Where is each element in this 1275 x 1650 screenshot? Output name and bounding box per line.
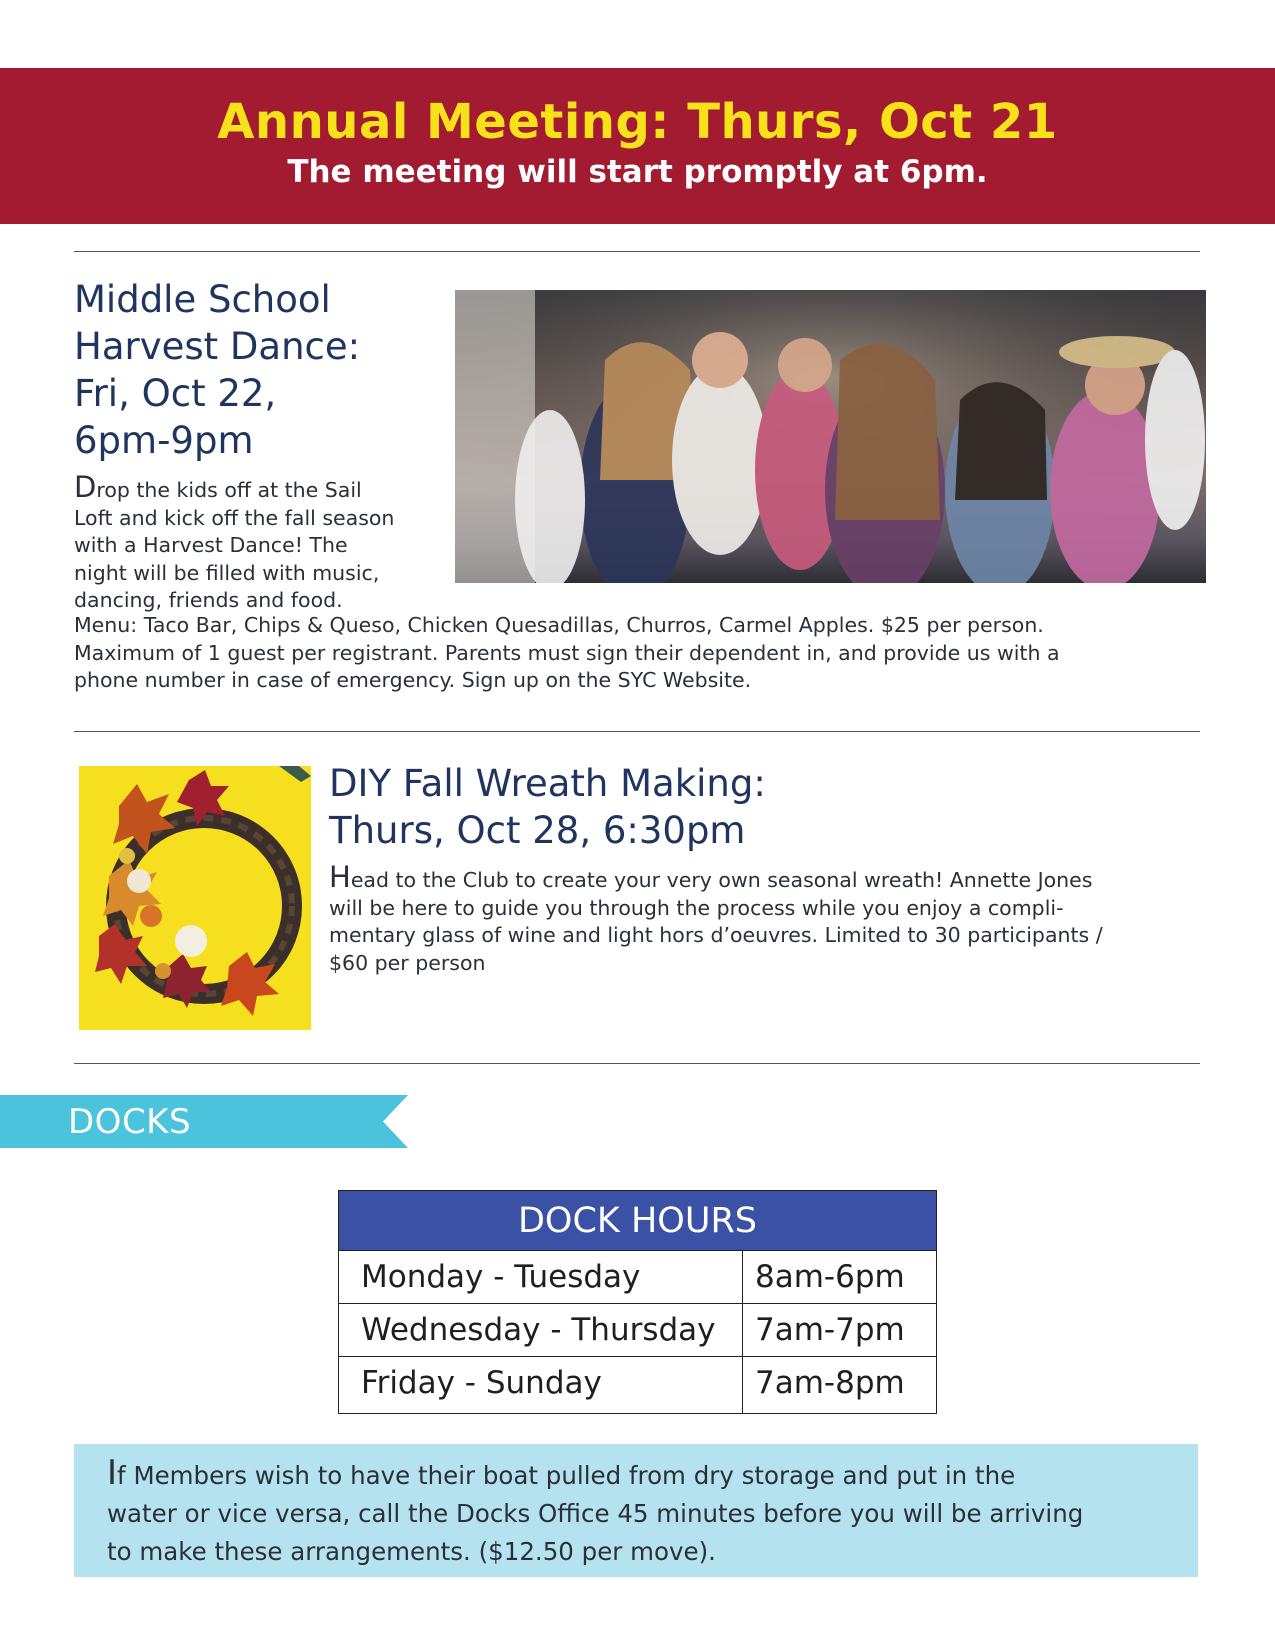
dock-days-cell: Friday - Sunday <box>339 1357 743 1413</box>
text-line: Menu: Taco Bar, Chips & Queso, Chicken Quesadillas, Churros, Carmel Apples. $25 per person. <box>74 613 1044 637</box>
divider <box>74 731 1200 732</box>
text-line: will be here to guide you through the process while you enjoy a compli- <box>329 895 1064 920</box>
harvest-dance-title <box>74 276 360 464</box>
text-line <box>107 1454 1187 1495</box>
text-line: Loft and kick off the fall season <box>74 505 395 530</box>
docks-section-label: DOCKS <box>68 1102 192 1142</box>
text-line: to make these arrangements. ($12.50 per move). <box>107 1537 716 1566</box>
title-line: Harvest Dance: <box>74 325 361 368</box>
annual-meeting-banner <box>0 68 1275 224</box>
wreath-art <box>79 766 311 1030</box>
banner-title: Annual Meeting: Thurs, Oct 21 <box>217 94 1058 150</box>
drop-cap: H <box>329 860 351 894</box>
text-line: water or vice versa, call the Docks Office 45 minutes before you will be arriving <box>107 1499 1084 1528</box>
dock-days-cell: Monday - Tuesday <box>339 1251 743 1303</box>
text-span: rop the kids off at the Sail <box>96 478 362 502</box>
title-line: 6pm-9pm <box>74 419 254 462</box>
text-line: phone number in case of emergency. Sign up on the SYC Website. <box>74 668 752 692</box>
text-span: ead to the Club to create your very own seasonal wreath! Annette Jones <box>350 868 1093 892</box>
text-line: $60 per person <box>329 950 486 975</box>
divider <box>74 1063 1200 1064</box>
table-row <box>339 1250 936 1303</box>
text-span: f Members wish to have their boat pulled from dry storage and put in the <box>117 1461 1016 1490</box>
dock-hours-cell: 7am-7pm <box>755 1312 905 1348</box>
docks-section-tab <box>0 1095 408 1148</box>
text-line: night will be filled with music, <box>74 560 380 585</box>
note-text <box>107 1454 1187 1571</box>
dance-party-photo <box>455 290 1206 583</box>
title-line: DIY Fall Wreath Making: <box>329 762 766 805</box>
divider <box>74 251 1200 252</box>
dock-hours-cell: 8am-6pm <box>755 1259 905 1295</box>
text-line: Maximum of 1 guest per registrant. Parents must sign their dependent in, and provide us with a <box>74 640 1060 665</box>
harvest-dance-details <box>74 612 1204 695</box>
dock-hours-cell: 7am-8pm <box>755 1365 905 1401</box>
text-line: mentary glass of wine and light hors d’oeuvres. Limited to 30 participants / <box>329 923 1103 947</box>
drop-cap: D <box>74 470 97 504</box>
dock-days-cell: Wednesday - Thursday <box>339 1304 743 1356</box>
table-row <box>339 1303 936 1356</box>
banner-subtitle: The meeting will start promptly at 6pm. <box>287 154 988 190</box>
text-line: dancing, friends and food. <box>74 588 343 612</box>
harvest-dance-lead <box>74 470 454 615</box>
text-line <box>329 860 1209 895</box>
drop-cap: I <box>107 1453 118 1493</box>
table-row <box>339 1356 936 1413</box>
text-line <box>74 470 454 505</box>
wreath-title <box>329 760 766 854</box>
title-line: Thurs, Oct 28, 6:30pm <box>329 809 746 852</box>
dry-storage-note <box>74 1444 1198 1577</box>
dock-hours-table <box>338 1190 937 1414</box>
dock-hours-header: DOCK HOURS <box>339 1191 936 1250</box>
text-line: with a Harvest Dance! The <box>74 533 348 557</box>
dance-photo-art <box>455 290 1206 583</box>
wreath-description <box>329 860 1209 977</box>
title-line: Fri, Oct 22, <box>74 372 277 415</box>
fall-wreath-photo <box>79 766 311 1030</box>
title-line: Middle School <box>74 278 331 321</box>
